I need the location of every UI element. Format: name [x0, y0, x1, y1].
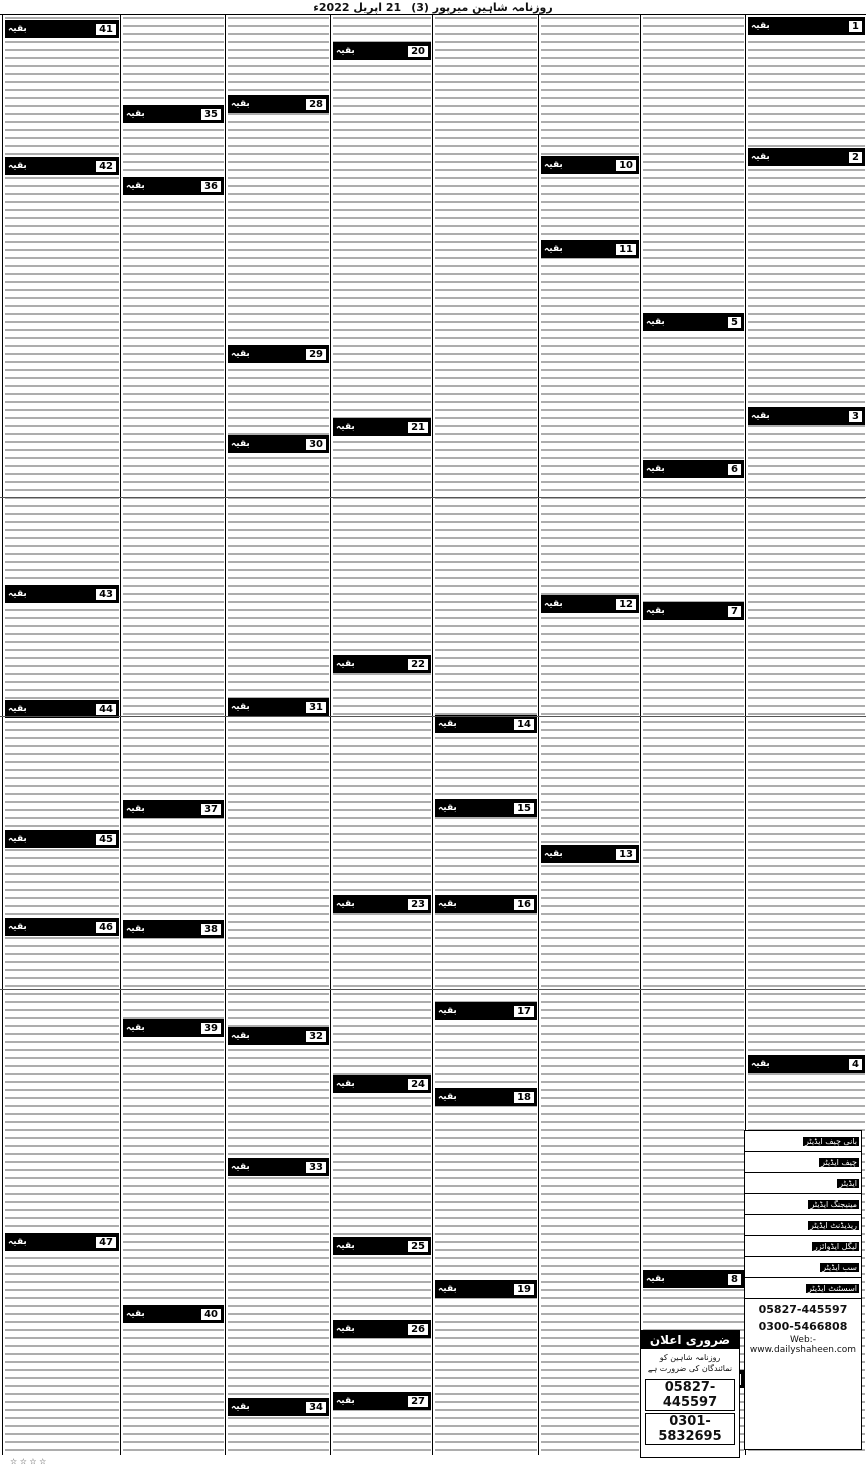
continuation-number: 30 — [306, 439, 326, 450]
staff-row — [745, 1173, 861, 1194]
staff-row — [745, 1194, 861, 1215]
continuation-box — [748, 1055, 865, 1073]
continuation-number: 10 — [616, 160, 636, 171]
news-column — [225, 15, 331, 1455]
continuation-number: 13 — [616, 849, 636, 860]
continuation-number: 7 — [728, 606, 741, 617]
continuation-box — [435, 1280, 537, 1298]
continuation-label: بقیہ — [231, 349, 250, 359]
continuation-label: بقیہ — [8, 161, 27, 171]
continuation-label: بقیہ — [336, 422, 355, 432]
continuation-box — [541, 595, 639, 613]
continuation-number: 35 — [201, 109, 221, 120]
continuation-box — [123, 177, 224, 195]
notice-box — [640, 1330, 740, 1458]
continuation-number: 29 — [306, 349, 326, 360]
staff-role: مینیجنگ ایڈیٹر — [810, 1199, 857, 1209]
staff-website: Web:-www.dailyshaheen.com — [749, 1335, 857, 1355]
continuation-label: بقیہ — [231, 1162, 250, 1172]
continuation-box — [643, 313, 744, 331]
news-column — [2, 15, 121, 1455]
continuation-number: 38 — [201, 924, 221, 935]
continuation-label: بقیہ — [438, 1092, 457, 1102]
continuation-number: 5 — [728, 317, 741, 328]
continuation-number: 1 — [849, 21, 862, 32]
continuation-label: بقیہ — [751, 152, 770, 162]
continuation-box — [748, 17, 865, 35]
staff-phone-1: 05827-445597 — [758, 1303, 848, 1316]
footer-stars: ☆ ☆ ☆ ☆ — [10, 1457, 47, 1466]
continuation-label: بقیہ — [646, 464, 665, 474]
continuation-number: 43 — [96, 589, 116, 600]
staff-row — [745, 1257, 861, 1278]
continuation-label: بقیہ — [231, 702, 250, 712]
continuation-box — [123, 800, 224, 818]
continuation-label: بقیہ — [336, 659, 355, 669]
continuation-box — [435, 799, 537, 817]
continuation-box — [333, 1392, 431, 1410]
continuation-label: بقیہ — [231, 1402, 250, 1412]
continuation-number: 26 — [408, 1324, 428, 1335]
continuation-box — [435, 895, 537, 913]
continuation-box — [333, 1237, 431, 1255]
continuation-label: بقیہ — [336, 1241, 355, 1251]
continuation-box — [123, 1019, 224, 1037]
masthead-date: 21 اپریل 2022ء — [313, 0, 402, 14]
continuation-box — [228, 1027, 329, 1045]
continuation-label: بقیہ — [126, 109, 145, 119]
notice-text: روزنامہ شاہین کو نمائندگان کی ضرورت ہے — [647, 1353, 733, 1373]
continuation-number: 33 — [306, 1162, 326, 1173]
staff-row — [745, 1278, 861, 1299]
continuation-label: بقیہ — [544, 849, 563, 859]
continuation-number: 21 — [408, 422, 428, 433]
news-column — [432, 15, 539, 1455]
column-text-lines — [123, 15, 224, 1455]
continuation-box — [333, 1075, 431, 1093]
continuation-box — [643, 602, 744, 620]
continuation-box — [333, 1320, 431, 1338]
continuation-label: بقیہ — [8, 834, 27, 844]
staff-row — [745, 1131, 861, 1152]
continuation-number: 28 — [306, 99, 326, 110]
continuation-number: 24 — [408, 1079, 428, 1090]
continuation-box — [123, 920, 224, 938]
continuation-number: 39 — [201, 1023, 221, 1034]
continuation-label: بقیہ — [8, 922, 27, 932]
continuation-label: بقیہ — [544, 244, 563, 254]
continuation-box — [435, 1088, 537, 1106]
continuation-box — [5, 20, 119, 38]
continuation-number: 19 — [514, 1284, 534, 1295]
continuation-number: 18 — [514, 1092, 534, 1103]
continuation-label: بقیہ — [438, 803, 457, 813]
continuation-box — [333, 418, 431, 436]
continuation-label: بقیہ — [8, 589, 27, 599]
staff-role: بانی چیف ایڈیٹر — [805, 1136, 857, 1146]
continuation-box — [5, 585, 119, 603]
notice-title: ضروری اعلان — [641, 1331, 739, 1349]
staff-phone-2: 0300-5466808 — [758, 1320, 848, 1333]
continuation-number: 37 — [201, 804, 221, 815]
continuation-box — [643, 460, 744, 478]
continuation-box — [228, 95, 329, 113]
staff-role: چیف ایڈیٹر — [821, 1157, 857, 1167]
staff-role: ریذیڈنٹ ایڈیٹر — [809, 1220, 857, 1230]
notice-phone-2: 0301-5832695 — [645, 1413, 735, 1445]
continuation-label: بقیہ — [751, 411, 770, 421]
continuation-box — [333, 42, 431, 60]
continuation-box — [435, 1002, 537, 1020]
continuation-label: بقیہ — [336, 1396, 355, 1406]
continuation-label: بقیہ — [544, 160, 563, 170]
continuation-number: 23 — [408, 899, 428, 910]
continuation-number: 17 — [514, 1006, 534, 1017]
continuation-label: بقیہ — [231, 439, 250, 449]
staff-role: ایڈیٹر — [839, 1178, 857, 1188]
continuation-label: بقیہ — [438, 1284, 457, 1294]
continuation-label: بقیہ — [231, 1031, 250, 1041]
continuation-label: بقیہ — [646, 317, 665, 327]
continuation-label: بقیہ — [336, 1324, 355, 1334]
continuation-box — [541, 156, 639, 174]
continuation-label: بقیہ — [336, 1079, 355, 1089]
column-text-lines — [643, 15, 744, 1455]
continuation-box — [5, 157, 119, 175]
continuation-box — [541, 845, 639, 863]
separator-line — [0, 716, 866, 717]
news-column — [538, 15, 641, 1455]
continuation-number: 22 — [408, 659, 428, 670]
continuation-number: 45 — [96, 834, 116, 845]
continuation-label: بقیہ — [231, 99, 250, 109]
continuation-number: 31 — [306, 702, 326, 713]
continuation-box — [228, 698, 329, 716]
continuation-box — [123, 1305, 224, 1323]
staff-role: لیگل ایڈوائزر — [813, 1241, 857, 1251]
continuation-number: 6 — [728, 464, 741, 475]
continuation-label: بقیہ — [646, 606, 665, 616]
continuation-number: 40 — [201, 1309, 221, 1320]
continuation-number: 4 — [849, 1059, 862, 1070]
continuation-number: 12 — [616, 599, 636, 610]
continuation-box — [228, 1158, 329, 1176]
continuation-label: بقیہ — [8, 24, 27, 34]
continuation-label: بقیہ — [751, 1059, 770, 1069]
separator-line — [0, 989, 866, 990]
continuation-box — [541, 240, 639, 258]
continuation-number: 34 — [306, 1402, 326, 1413]
continuation-number: 47 — [96, 1237, 116, 1248]
continuation-label: بقیہ — [336, 46, 355, 56]
continuation-number: 36 — [201, 181, 221, 192]
news-column — [120, 15, 226, 1455]
continuation-number: 25 — [408, 1241, 428, 1252]
continuation-box — [643, 1270, 744, 1288]
continuation-box — [228, 435, 329, 453]
staff-role: سب ایڈیٹر — [822, 1262, 857, 1272]
continuation-label: بقیہ — [8, 704, 27, 714]
continuation-number: 46 — [96, 922, 116, 933]
continuation-number: 11 — [616, 244, 636, 255]
continuation-number: 3 — [849, 411, 862, 422]
continuation-number: 27 — [408, 1396, 428, 1407]
continuation-box — [333, 895, 431, 913]
continuation-label: بقیہ — [438, 899, 457, 909]
continuation-number: 16 — [514, 899, 534, 910]
continuation-number: 14 — [514, 719, 534, 730]
continuation-box — [748, 148, 865, 166]
news-column — [640, 15, 746, 1455]
continuation-number: 41 — [96, 24, 116, 35]
continuation-number: 42 — [96, 161, 116, 172]
continuation-label: بقیہ — [126, 1023, 145, 1033]
continuation-box — [748, 407, 865, 425]
continuation-box — [333, 655, 431, 673]
masthead — [0, 0, 866, 15]
continuation-label: بقیہ — [8, 1237, 27, 1247]
continuation-box — [5, 830, 119, 848]
news-column — [330, 15, 433, 1455]
column-text-lines — [541, 15, 639, 1455]
continuation-label: بقیہ — [126, 181, 145, 191]
continuation-label: بقیہ — [438, 719, 457, 729]
continuation-box — [228, 345, 329, 363]
continuation-box — [123, 105, 224, 123]
staff-box — [744, 1130, 862, 1450]
continuation-number: 15 — [514, 803, 534, 814]
column-text-lines — [435, 15, 537, 1455]
staff-row — [745, 1215, 861, 1236]
separator-line — [0, 497, 866, 498]
masthead-title: روزنامہ شاہین میرپور (3) — [411, 0, 553, 14]
continuation-box — [435, 715, 537, 733]
continuation-box — [5, 918, 119, 936]
continuation-number: 20 — [408, 46, 428, 57]
continuation-label: بقیہ — [126, 804, 145, 814]
continuation-box — [5, 1233, 119, 1251]
continuation-label: بقیہ — [438, 1006, 457, 1016]
staff-row — [745, 1152, 861, 1173]
continuation-label: بقیہ — [126, 924, 145, 934]
staff-role: اسسٹنٹ ایڈیٹر — [808, 1283, 857, 1293]
continuation-number: 2 — [849, 152, 862, 163]
column-text-lines — [228, 15, 329, 1455]
continuation-label: بقیہ — [126, 1309, 145, 1319]
continuation-label: بقیہ — [336, 899, 355, 909]
continuation-label: بقیہ — [544, 599, 563, 609]
news-columns — [0, 15, 866, 1455]
continuation-number: 32 — [306, 1031, 326, 1042]
continuation-box — [228, 1398, 329, 1416]
continuation-label: بقیہ — [751, 21, 770, 31]
notice-phone-1: 05827-445597 — [645, 1379, 735, 1411]
continuation-label: بقیہ — [646, 1274, 665, 1284]
continuation-number: 8 — [728, 1274, 741, 1285]
continuation-number: 44 — [96, 704, 116, 715]
staff-row — [745, 1236, 861, 1257]
